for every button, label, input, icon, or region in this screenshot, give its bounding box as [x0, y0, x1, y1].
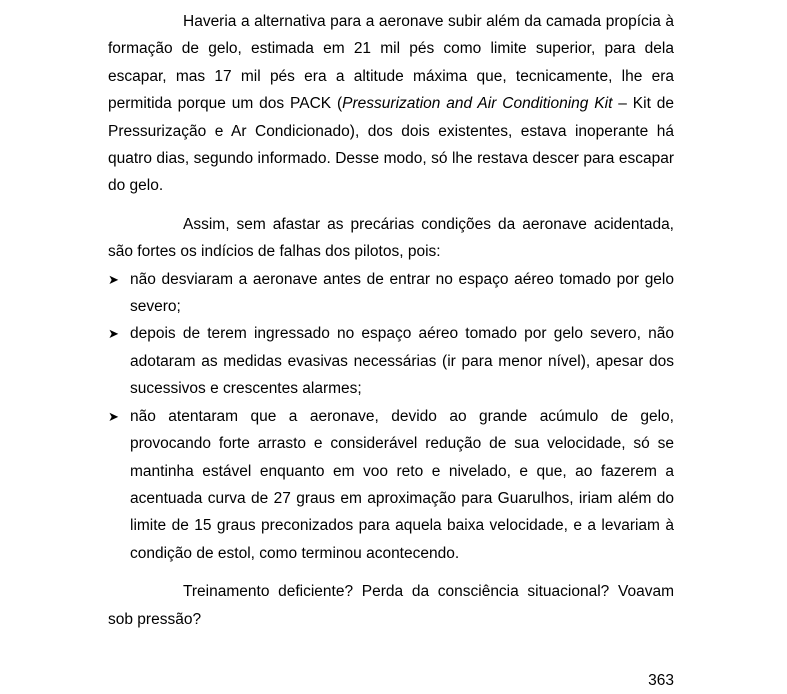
- arrowhead-right-icon: ➤: [108, 271, 119, 287]
- paragraph-pilot-failures: Assim, sem afastar as precárias condições da aeronave acidentada, são fortes os indícios de falhas dos pilotos, pois:: [108, 215, 674, 261]
- paragraph-questions: Treinamento deficiente? Perda da consciência situacional? Voavam sob pressão?: [108, 583, 674, 628]
- paragraph-altitude-text-end: – Kit de Pressurização e Ar Condicionado), dos dois existentes, estava inoperante há quatro dias, segundo informado. Desse modo, só lhe restava descer para escapar do gelo.: [108, 95, 674, 195]
- arrowhead-right-icon: ➤: [108, 408, 119, 424]
- page-number: 363: [648, 672, 674, 689]
- failure-list: [108, 266, 674, 567]
- arrowhead-right-icon: ➤: [108, 326, 119, 342]
- paragraph-altitude: [108, 8, 674, 200]
- list-item-text: depois de terem ingressado no espaço aéreo tomado por gelo severo, não adotaram as medidas evasivas necessárias (ir para menor nível), apesar dos sucessivos e crescentes alarmes;: [130, 325, 674, 398]
- list-item: [108, 266, 674, 321]
- pack-term-italic: Pressurization and Air Conditioning Kit: [342, 95, 613, 113]
- list-item: [108, 403, 674, 567]
- list-item-text: não desviaram a aeronave antes de entrar no espaço aéreo tomado por gelo severo;: [130, 270, 674, 316]
- list-item: [108, 320, 674, 402]
- list-item-text: não atentaram que a aeronave, devido ao grande acúmulo de gelo, provocando forte arrasto e considerável redução de sua velocidade, só se mantinha estável enquanto em voo reto e nivelado, e que, ao fazerem a acentuada curva de 27 graus em aproximação para Guarulhos, iriam além do limite de 15 graus preconizados para aquela baixa velocidade, e a levariam à condição de estol, como terminou acontecendo.: [130, 407, 674, 562]
- document-page: [108, 8, 674, 633]
- paragraph-altitude-text-start: Haveria a alternativa para a aeronave subir além da camada propícia à formação de gelo, estimada em 21 mil pés como limite superior, para dela escapar, mas 17 mil pés era a altitude máxima que, tecnicamente, lhe era permitida porque um dos PACK (: [108, 13, 674, 113]
